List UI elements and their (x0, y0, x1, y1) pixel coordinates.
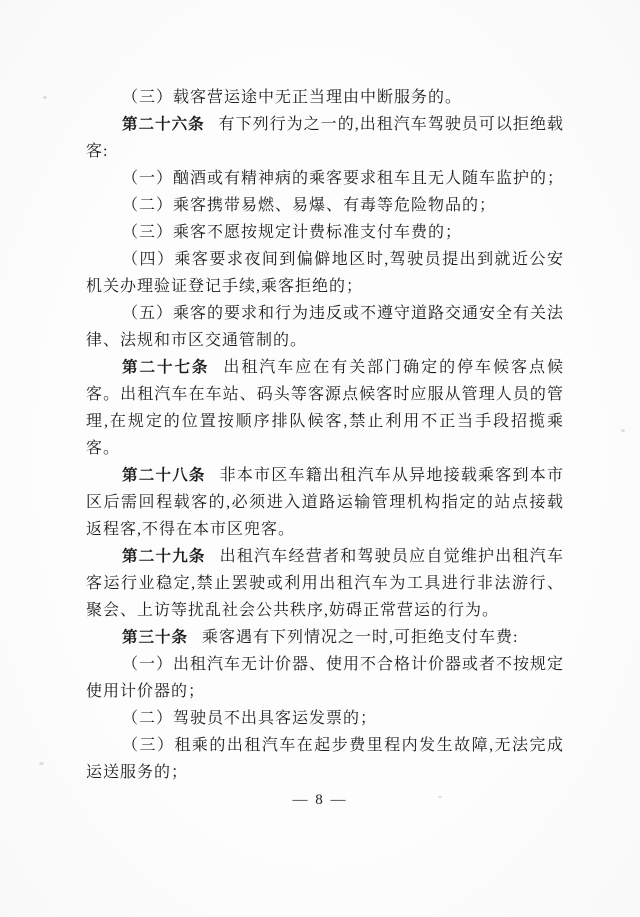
paragraph (86, 84, 564, 111)
article-number: 第二十六条 (122, 116, 205, 133)
document-body (86, 84, 564, 786)
paragraph-text: （三）载客营运途中无正当理由中断服务的。 (122, 89, 463, 106)
paragraph-text: 非本市区车籍出租汽车从异地接载乘客到本市区后需回程载客的,必须进入道路运输管理机构指定的站点接载返程客,不得在本市区兜客。 (86, 467, 564, 538)
paragraph-text: （一）出租汽车无计价器、使用不合格计价器或者不按规定使用计价器的； (86, 656, 565, 700)
paragraph (86, 705, 564, 732)
scan-speck (43, 96, 47, 99)
paragraph (86, 354, 564, 462)
paragraph-text: （一）酗酒或有精神病的乘客要求租车且无人随车监护的； (122, 170, 565, 187)
paragraph (86, 651, 564, 705)
paragraph-text: 有下列行为之一的,出租汽车驾驶员可以拒绝载客: (86, 116, 564, 160)
paragraph-text: 出租汽车经营者和驾驶员应自觉维护出租汽车客运行业稳定,禁止罢驶或利用出租汽车为工具进行非法游行、聚会、上访等扰乱社会公共秩序,妨碍正常营运的行为。 (86, 548, 564, 619)
paragraph-text: （二）乘客携带易燃、易爆、有毒等危险物品的； (122, 197, 497, 214)
paragraph-text: （二）驾驶员不出具客运发票的； (122, 710, 378, 727)
paragraph-text: （四）乘客要求夜间到偏僻地区时,驾驶员提出到就近公安机关办理验证登记手续,乘客拒绝的； (86, 251, 564, 295)
page-number: — 8 — (292, 792, 348, 808)
article-number: 第二十九条 (122, 548, 206, 565)
paragraph (86, 246, 564, 300)
scan-speck (438, 796, 442, 798)
paragraph-text: （三）乘客不愿按规定计费标准支付车费的； (122, 224, 463, 241)
paragraph-text: 出租汽车应在有关部门确定的停车候客点候客。出租汽车在车站、码头等客源点候客时应服从管理人员的管理,在规定的位置按顺序排队候客,禁止利用不正当手段招揽乘客。 (86, 359, 564, 457)
paragraph (86, 624, 564, 651)
scan-speck (621, 429, 625, 432)
article-number: 第三十条 (122, 629, 189, 646)
paragraph (86, 219, 564, 246)
paragraph (86, 165, 564, 192)
paragraph-text: （三）租乘的出租汽车在起步费里程内发生故障,无法完成运送服务的； (86, 737, 564, 781)
paragraph (86, 111, 564, 165)
paragraph (86, 543, 564, 624)
scan-speck (39, 762, 44, 765)
paragraph (86, 462, 564, 543)
article-number: 第二十七条 (122, 359, 210, 376)
paragraph-text: 乘客遇有下列情况之一时,可拒绝支付车费: (201, 629, 519, 646)
page-footer (0, 791, 640, 809)
paragraph (86, 732, 564, 786)
paragraph (86, 300, 564, 354)
article-number: 第二十八条 (122, 467, 206, 484)
paragraph-text: （五）乘客的要求和行为违反或不遵守道路交通安全有关法律、法规和市区交通管制的。 (86, 305, 565, 349)
paragraph (86, 192, 564, 219)
